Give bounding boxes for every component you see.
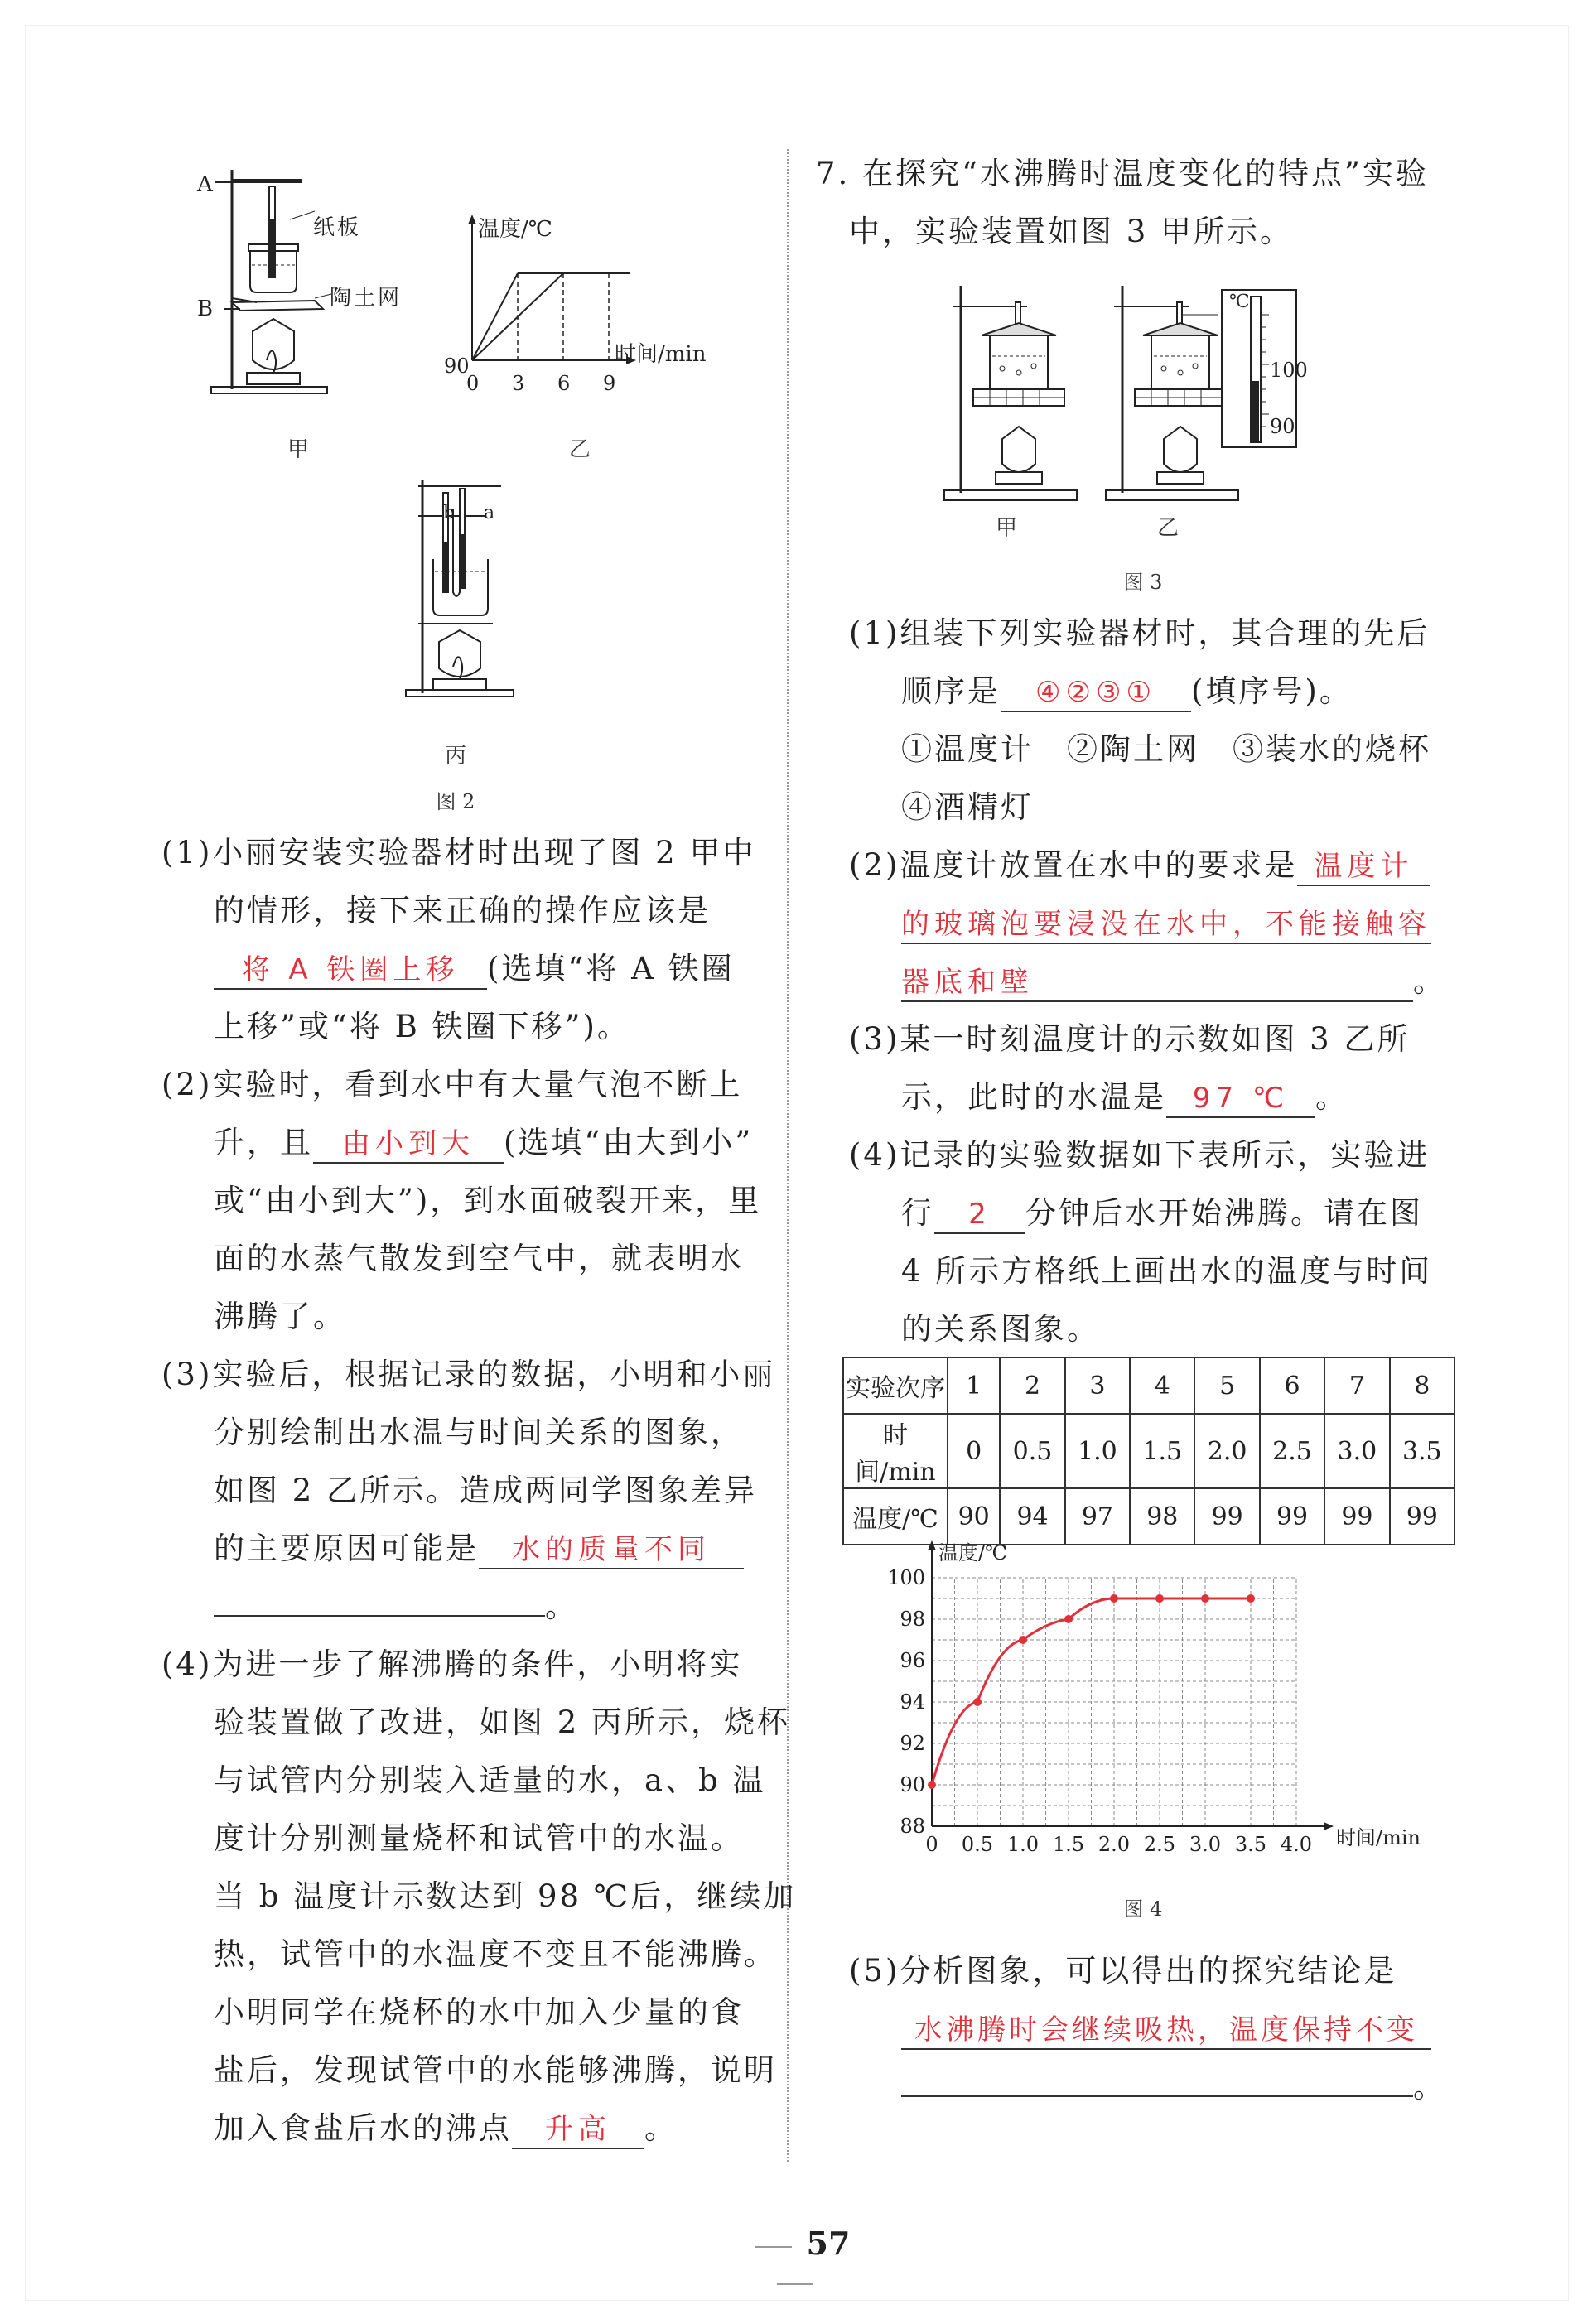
table-cell: 1.0 [1065, 1414, 1130, 1488]
x-tick-label: 2.5 [1143, 1833, 1176, 1856]
q2-answer[interactable]: 由小到大 [313, 1126, 504, 1164]
sub3-line-2: 示，此时的水温是 97 ℃ 。 [901, 1077, 1348, 1118]
sub5-line-2 [901, 2008, 1431, 2050]
x-tick-label: 3.5 [1234, 1833, 1267, 1856]
table-cell: 99 [1324, 1488, 1389, 1545]
q3-answer-continuation[interactable] [214, 1615, 545, 1617]
q3-line-4: 的主要原因可能是 水的质量不同 [214, 1528, 744, 1569]
sub2-answer-part-2[interactable]: 的玻璃泡要浸没在水中，不能接触容 [901, 906, 1431, 944]
fig2-yi-caption: 乙 [568, 437, 591, 462]
page-number: 57 [712, 2225, 878, 2299]
q2-line-5: 沸腾了。 [214, 1299, 346, 1334]
table-cell: 0 [948, 1414, 1000, 1488]
table-cell: 99 [1194, 1488, 1259, 1545]
y-tick-label: 88 [900, 1815, 925, 1838]
fig3-scale-unit: ℃ [1229, 292, 1250, 312]
table-cell: 2.0 [1194, 1414, 1259, 1488]
sub1-line-3: ①温度计 ②陶土网 ③装水的烧杯 [901, 731, 1431, 767]
table-row-order [843, 1357, 1455, 1414]
fig2-yi-ylabel: 温度/℃ [478, 217, 552, 242]
table-cell: 3 [1065, 1357, 1130, 1414]
q1-line-1: (1)小丽安装实验器材时出现了图 2 甲中 [162, 835, 756, 870]
fig2-label-gauze: 陶土网 [330, 286, 403, 311]
table-cell: 5 [1194, 1357, 1259, 1414]
sub2-line-2 [901, 903, 1431, 944]
data-point [928, 1781, 936, 1789]
data-point [973, 1698, 982, 1706]
table-cell: 3.0 [1324, 1414, 1389, 1488]
fig2-label-a: A [197, 172, 215, 197]
q4-line-1: (4)为进一步了解沸腾的条件，小明将实 [162, 1647, 743, 1682]
y-axis-arrow [928, 1540, 936, 1550]
sub5-answer[interactable]: 水沸腾时会继续吸热，温度保持不变 [901, 2012, 1431, 2050]
table-cell: 1.5 [1130, 1414, 1194, 1488]
sub1-line-2: 顺序是 ④②③① (填序号)。 [901, 671, 1353, 712]
fig4-chart-svg [878, 1532, 1421, 1880]
table-cell: 98 [1130, 1488, 1194, 1545]
fig2-label-b: B [197, 297, 216, 321]
sub5-line-3: 。 [901, 2066, 1446, 2108]
q4-line-4: 度计分别测量烧杯和试管中的水温。 [214, 1820, 744, 1856]
data-table [842, 1357, 1455, 1545]
q4-line-7: 小明同学在烧杯的水中加入少量的食 [214, 1994, 744, 2030]
q4-answer[interactable]: 升高 [512, 2111, 644, 2149]
q4-line-3: 与试管内分别装入适量的水，a、b 温 [214, 1762, 766, 1798]
q7-line-2: 中，实验装置如图 3 甲所示。 [849, 214, 1294, 249]
fig2-caption: 图 2 [436, 790, 475, 813]
x-tick-label: 2.0 [1098, 1833, 1131, 1856]
fig2-yi-xtick-1: 3 [512, 372, 525, 395]
data-point [1110, 1594, 1118, 1603]
q3-line-2: 分别绘制出水温与时间关系的图象， [214, 1415, 744, 1450]
table-cell: 3.5 [1390, 1414, 1455, 1488]
table-row-time [843, 1414, 1455, 1488]
q7-line-1: 7. 在探究“水沸腾时温度变化的特点”实验 [816, 156, 1429, 191]
q4-line-5: 当 b 温度计示数达到 98 ℃后，继续加 [214, 1878, 797, 1914]
sub1-answer[interactable]: ④②③① [1001, 674, 1191, 712]
table-cell: 2.5 [1260, 1414, 1324, 1488]
table-header-time: 时间/min [843, 1414, 948, 1488]
data-point [1201, 1594, 1209, 1603]
table-header-temp: 温度/℃ [843, 1488, 948, 1545]
fig4-caption: 图 4 [1123, 1897, 1163, 1921]
q1-line-2: 的情形，接下来正确的操作应该是 [214, 893, 711, 928]
y-tick-label: 92 [900, 1732, 925, 1755]
fig2-label-cardboard: 纸板 [313, 215, 362, 240]
q4-line-6: 热，试管中的水温度不变且不能沸腾。 [214, 1936, 777, 1972]
fig2-bing-caption: 丙 [444, 744, 466, 769]
table-header-order: 实验次序 [843, 1357, 948, 1414]
y-tick-label: 90 [900, 1773, 925, 1796]
fig2-label-a-thermometer: a [484, 503, 495, 523]
fig3-caption: 图 3 [1123, 571, 1163, 594]
y-tick-label: 94 [900, 1690, 925, 1714]
q3-line-1: (3)实验后，根据记录的数据，小明和小丽 [162, 1357, 776, 1392]
x-tick-label: 3.0 [1189, 1833, 1222, 1856]
table-cell: 99 [1260, 1488, 1324, 1545]
fig4-chart [878, 1532, 1421, 1880]
x-tick-label: 1.5 [1052, 1833, 1085, 1856]
table-cell: 7 [1324, 1357, 1389, 1414]
sub3-answer[interactable]: 97 ℃ [1166, 1080, 1315, 1118]
fig2-jia-caption: 甲 [287, 437, 309, 462]
sub1-line-1: (1)组装下列实验器材时，其合理的先后 [849, 615, 1430, 651]
q1-answer[interactable]: 将 A 铁圈上移 [214, 952, 487, 990]
q4-line-8: 盐后，发现试管中的水能够沸腾，说明 [214, 2052, 777, 2088]
x-tick-label: 0 [925, 1833, 938, 1856]
sub5-answer-continuation[interactable] [901, 2095, 1413, 2097]
sub1-line-4: ④酒精灯 [901, 789, 1034, 825]
data-point [1019, 1636, 1027, 1644]
sub2-answer-part-1[interactable]: 温度计 [1297, 848, 1430, 886]
table-cell: 90 [948, 1488, 1000, 1545]
fig3-jia-label: 甲 [995, 516, 1017, 541]
q3-line-3: 如图 2 乙所示。造成两同学图象差异 [214, 1473, 758, 1508]
fig2-yi-y0: 90 [444, 354, 470, 378]
table-cell: 1 [948, 1357, 1000, 1414]
fig2-bing-apparatus [402, 476, 543, 704]
fig3-scale-90: 90 [1270, 415, 1295, 438]
q2-line-1: (2)实验时，看到水中有大量气泡不断上 [162, 1067, 743, 1102]
sub4-line-3: 4 所示方格纸上画出水的温度与时间 [901, 1253, 1433, 1289]
sub2-answer-part-3[interactable]: 器底和壁 [901, 964, 1413, 1002]
sub4-line-4: 的关系图象。 [901, 1311, 1100, 1347]
table-cell: 94 [1000, 1488, 1064, 1545]
data-point [1155, 1594, 1164, 1603]
y-axis-label: 温度/℃ [938, 1541, 1007, 1565]
q3-line-5: 。 [214, 1586, 578, 1627]
fig2-label-b-thermometer: b [443, 503, 456, 523]
q4-line-2: 验装置做了改进，如图 2 丙所示，烧杯 [214, 1704, 791, 1740]
fig2-yi-xlabel: 时间/min [615, 342, 707, 367]
q3-answer[interactable]: 水的质量不同 [479, 1531, 744, 1569]
fig2-yi-xtick-3: 9 [603, 372, 616, 395]
table-cell: 0.5 [1000, 1414, 1064, 1488]
sub2-line-3: 器底和壁 。 [901, 961, 1446, 1002]
fig3-scale-100: 100 [1270, 359, 1308, 382]
table-cell: 2 [1000, 1357, 1064, 1414]
table-cell: 4 [1130, 1357, 1194, 1414]
q2-line-2: 升，且 由小到大 (选填“由大到小” [214, 1122, 753, 1164]
x-axis-label: 时间/min [1336, 1826, 1421, 1849]
fig2-yi-xtick-2: 6 [557, 372, 571, 395]
x-tick-label: 0.5 [961, 1833, 994, 1856]
y-tick-label: 100 [887, 1566, 925, 1589]
q4-line-9: 加入食盐后水的沸点 升高 。 [214, 2108, 678, 2149]
table-cell: 8 [1390, 1357, 1455, 1414]
sub2-line-1: (2)温度计放置在水中的要求是 温度计 [849, 845, 1430, 886]
q1-line-3: 将 A 铁圈上移 (选填“将 A 铁圈 [214, 948, 735, 990]
sub4-line-1: (4)记录的实验数据如下表所示，实验进 [849, 1137, 1430, 1173]
sub5-line-1: (5)分析图象，可以得出的探究结论是 [849, 1953, 1397, 1989]
q2-line-3: 或“由小到大”)，到水面破裂开来，里 [214, 1183, 762, 1218]
column-divider [787, 149, 789, 2162]
fig3-yi-label: 乙 [1156, 516, 1179, 541]
q2-line-4: 面的水蒸气散发到空气中，就表明水 [214, 1241, 744, 1276]
data-point [1247, 1594, 1255, 1603]
x-tick-label: 1.0 [1006, 1833, 1040, 1856]
table-cell: 99 [1390, 1488, 1455, 1545]
data-point [1064, 1615, 1073, 1623]
sub4-line-2: 行 2 分钟后水开始沸腾。请在图 [901, 1193, 1423, 1234]
x-axis-arrow [1324, 1822, 1334, 1830]
table-cell: 6 [1260, 1357, 1324, 1414]
fig2-yi-xtick-0: 0 [466, 372, 480, 395]
sub3-line-1: (3)某一时刻温度计的示数如图 3 乙所 [849, 1021, 1411, 1057]
table-cell: 97 [1065, 1488, 1130, 1545]
y-tick-label: 98 [900, 1608, 925, 1631]
sub4-answer[interactable]: 2 [934, 1196, 1025, 1234]
q1-line-4: 上移”或“将 B 铁圈下移”)。 [214, 1009, 630, 1044]
y-tick-label: 96 [900, 1649, 925, 1672]
x-tick-label: 4.0 [1280, 1833, 1313, 1856]
